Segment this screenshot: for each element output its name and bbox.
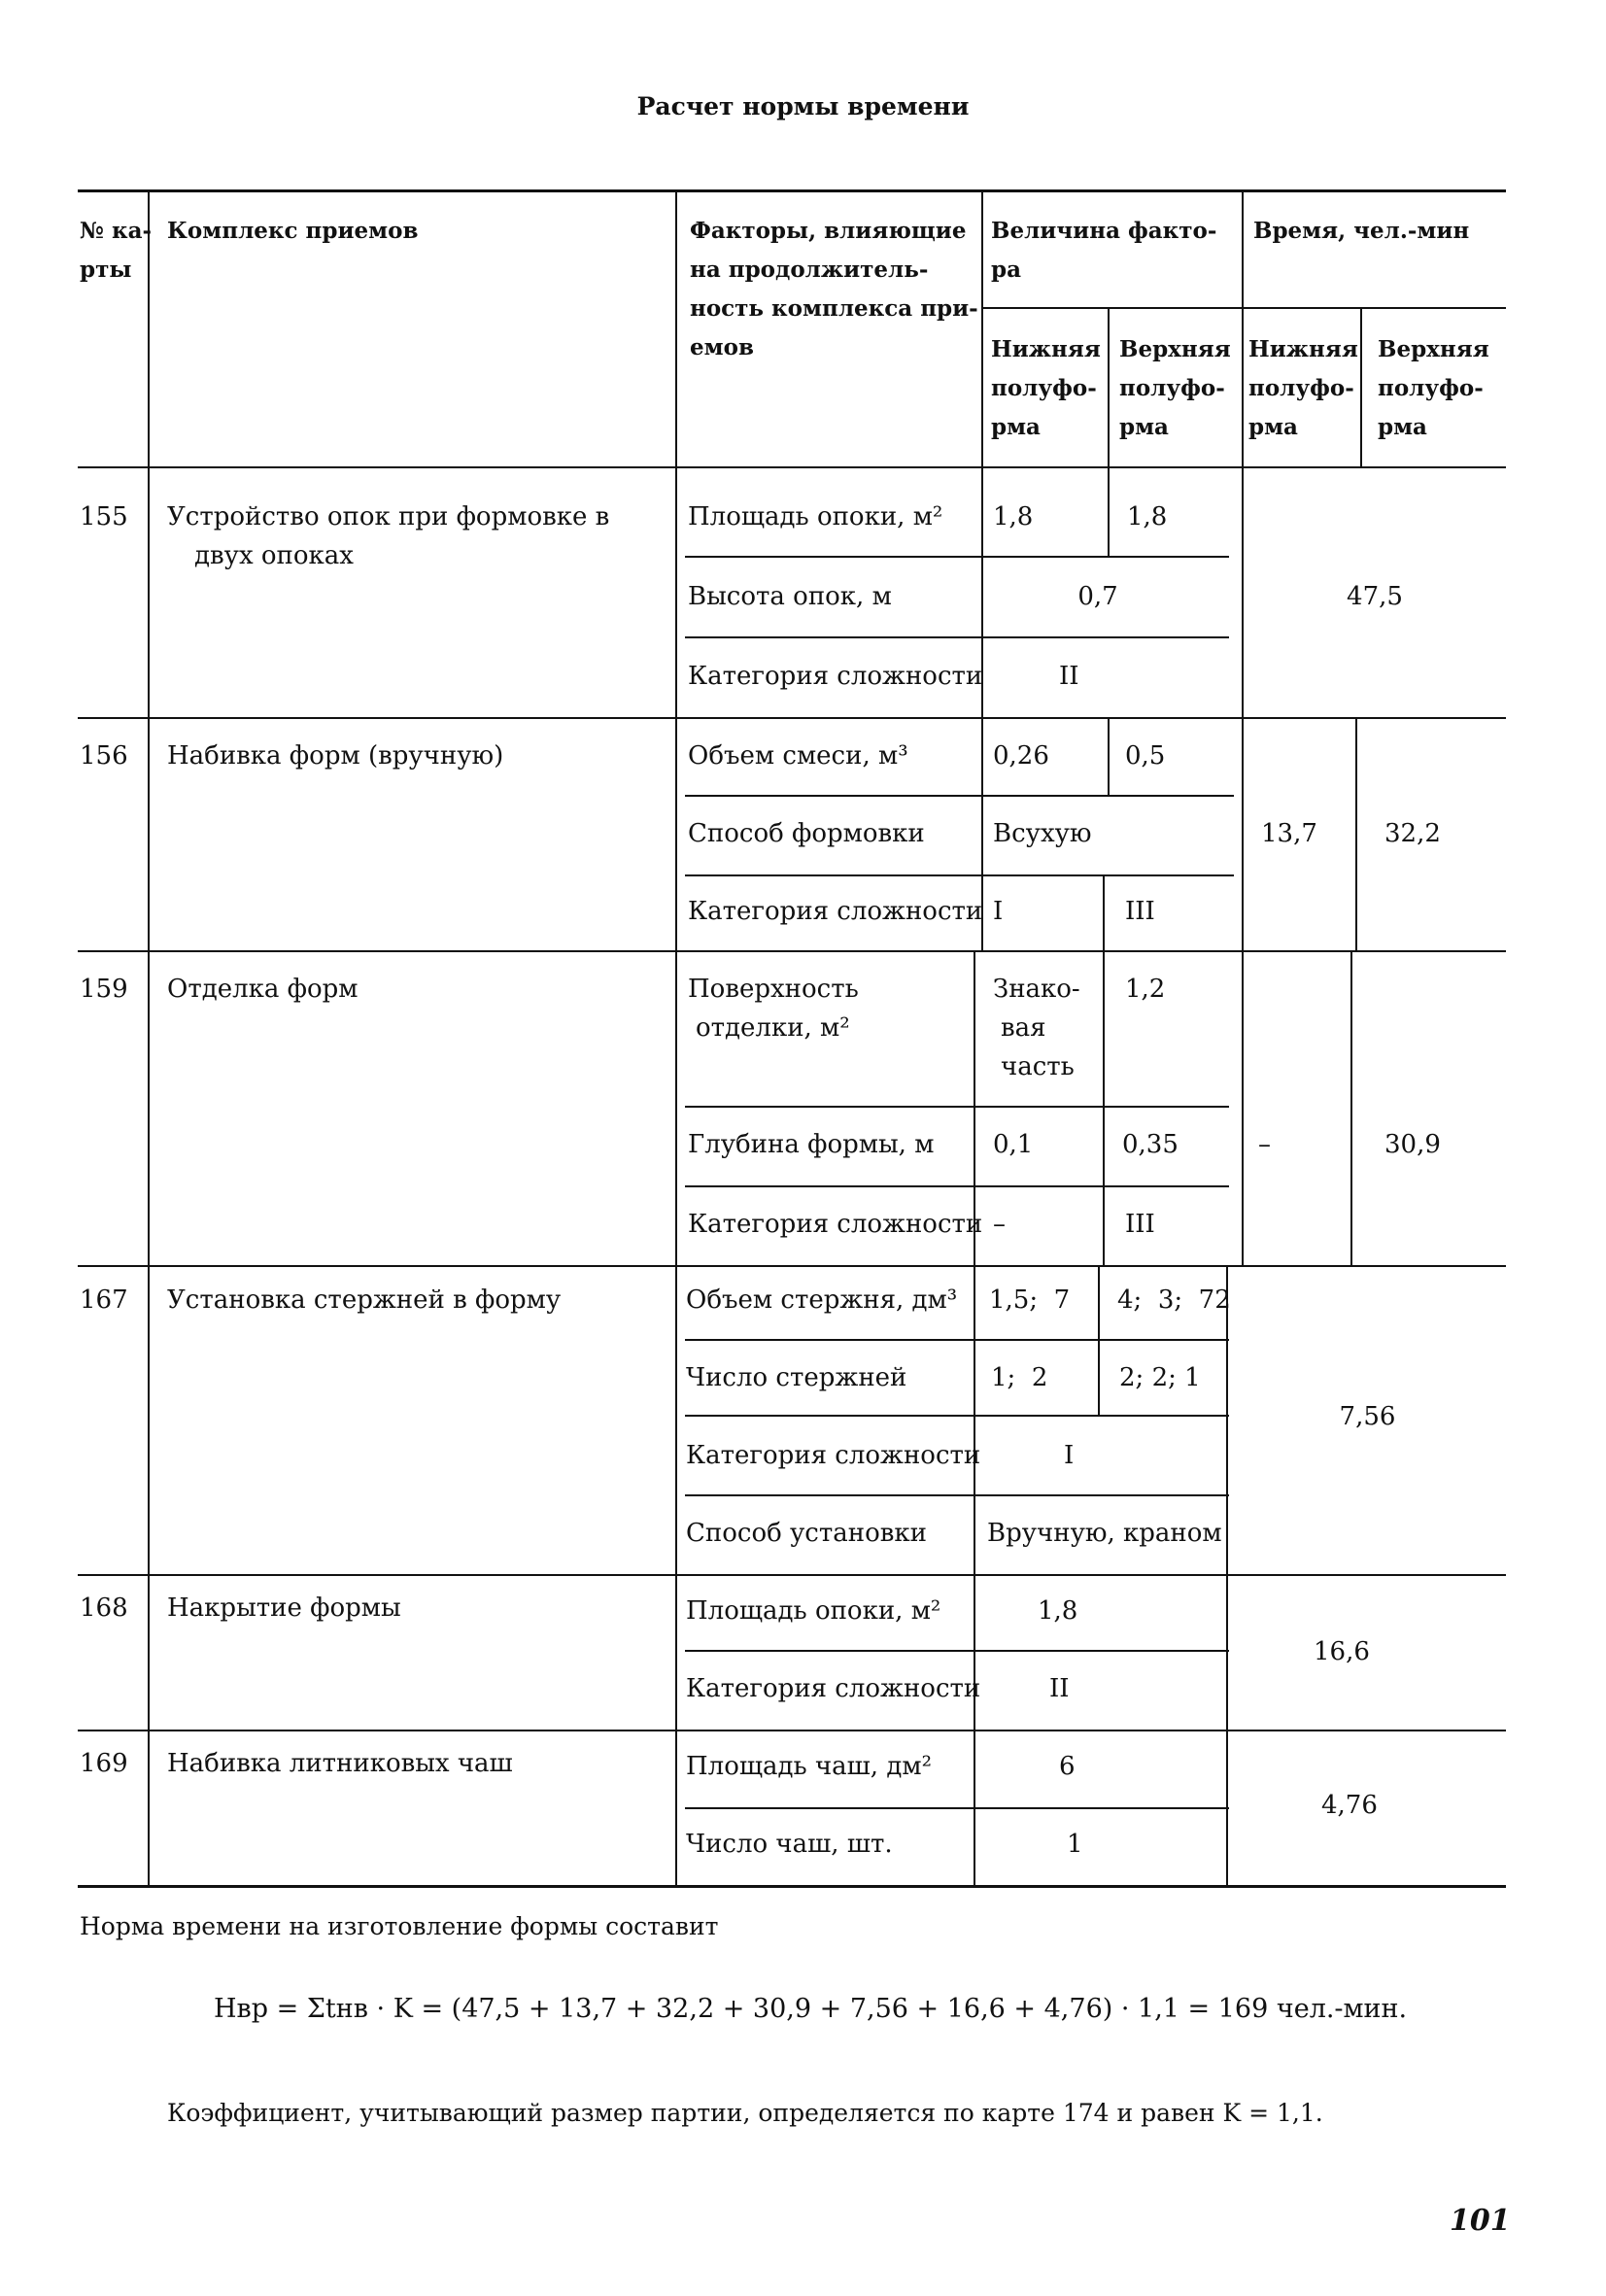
page-title: Расчет нормы времени	[636, 92, 970, 120]
row-167-core-volume-upper: 4; 3; 72	[1117, 1285, 1231, 1315]
row-156-no: 156	[80, 741, 128, 771]
row-169-factor-bowl-area: Площадь чаш, дм²	[686, 1752, 932, 1781]
row-159-factor-category: Категория сложности	[688, 1210, 983, 1239]
row-169-bowl-count-value: 1	[1067, 1830, 1083, 1859]
row-156-factor-volume: Объем смеси, м³	[688, 741, 908, 771]
row-159-time-upper: 30,9	[1384, 1130, 1441, 1159]
row-155-height-value: 0,7	[1077, 582, 1118, 611]
row-159-factor-depth: Глубина формы, м	[688, 1130, 935, 1159]
row-169-no: 169	[80, 1749, 128, 1778]
row-168-time: 16,6	[1314, 1637, 1370, 1666]
row-156-volume-upper: 0,5	[1125, 741, 1166, 771]
row-169-time: 4,76	[1321, 1791, 1378, 1820]
row-169-factor-bowl-count: Число чаш, шт.	[686, 1830, 893, 1859]
header-lower-value: Нижняя полуфо- рма	[991, 336, 1101, 440]
row-167-factor-core-volume: Объем стержня, дм³	[686, 1285, 958, 1315]
row-159-no: 159	[80, 975, 128, 1004]
row-155-area-lower: 1,8	[993, 502, 1034, 531]
header-complex: Комплекс приемов	[167, 218, 419, 244]
header-factor-value: Величина факто- ра	[991, 218, 1217, 283]
summary-text: Норма времени на изготовление формы составит	[80, 1912, 719, 1940]
row-167-core-volume-lower: 1,5; 7	[989, 1285, 1071, 1315]
row-167-name: Установка стержней в форму	[167, 1285, 562, 1315]
row-159-time-lower: –	[1258, 1130, 1271, 1159]
header-lower-time: Нижняя полуфо- рма	[1248, 336, 1358, 440]
row-167-factor-category: Категория сложности	[686, 1441, 981, 1470]
row-168-area-value: 1,8	[1038, 1596, 1078, 1626]
row-155-factor-area: Площадь опоки, м²	[688, 502, 943, 531]
row-168-name: Накрытие формы	[167, 1593, 401, 1623]
row-159-category-lower: –	[993, 1210, 1006, 1239]
row-159-factor-surface: Поверхность отделки, м²	[688, 975, 859, 1043]
row-159-surface-upper: 1,2	[1125, 975, 1166, 1004]
row-168-category-value: II	[1049, 1674, 1070, 1703]
row-155-name: Устройство опок при формовке в двух опоках	[167, 502, 610, 570]
row-167-no: 167	[80, 1285, 128, 1315]
row-167-category-value: I	[1064, 1441, 1075, 1470]
row-167-core-count-lower: 1; 2	[991, 1363, 1048, 1392]
row-156-category-upper: III	[1125, 897, 1155, 926]
row-167-factor-core-count: Число стержней	[686, 1363, 907, 1392]
row-168-no: 168	[80, 1593, 128, 1623]
header-upper-value: Верхняя полуфо- рма	[1119, 336, 1231, 440]
row-156-factor-method: Способ формовки	[688, 819, 925, 848]
row-169-bowl-area-value: 6	[1059, 1752, 1076, 1781]
row-168-factor-category: Категория сложности	[686, 1674, 981, 1703]
row-159-depth-upper: 0,35	[1122, 1130, 1179, 1159]
row-168-factor-area: Площадь опоки, м²	[686, 1596, 941, 1626]
row-156-category-lower: I	[993, 897, 1004, 926]
row-155-time: 47,5	[1347, 582, 1403, 611]
row-167-install-method-value: Вручную, краном	[987, 1519, 1222, 1548]
row-156-time-lower: 13,7	[1261, 819, 1317, 848]
row-155-no: 155	[80, 502, 128, 531]
row-156-factor-category: Категория сложности	[688, 897, 983, 926]
row-156-name: Набивка форм (вручную)	[167, 741, 504, 771]
row-156-time-upper: 32,2	[1384, 819, 1441, 848]
row-155-area-upper: 1,8	[1127, 502, 1168, 531]
row-167-time: 7,56	[1339, 1402, 1396, 1431]
row-159-depth-lower: 0,1	[993, 1130, 1034, 1159]
row-155-factor-category: Категория сложности	[688, 662, 983, 691]
row-155-factor-height: Высота опок, м	[688, 582, 892, 611]
row-159-surface-lower: Знако- вая часть	[993, 975, 1080, 1081]
row-159-category-upper: III	[1125, 1210, 1155, 1239]
row-159-name: Отделка форм	[167, 975, 359, 1004]
header-upper-time: Верхняя полуфо- рма	[1378, 336, 1489, 440]
header-factors: Факторы, влияющие на продолжитель- ность комплекса при- емов	[690, 218, 978, 360]
row-167-factor-install-method: Способ установки	[686, 1519, 927, 1548]
row-156-method-value: Всухую	[993, 819, 1092, 848]
formula: Нвр = Σtнв · K = (47,5 + 13,7 + 32,2 + 30,9 + 7,56 + 16,6 + 4,76) · 1,1 = 169 чел.-мин.	[214, 1994, 1408, 2024]
header-time: Время, чел.-мин	[1253, 218, 1470, 244]
row-167-core-count-upper: 2; 2; 1	[1119, 1363, 1201, 1392]
row-169-name: Набивка литниковых чаш	[167, 1749, 513, 1778]
row-156-volume-lower: 0,26	[993, 741, 1049, 771]
coefficient-note: Коэффициент, учитывающий размер партии, определяется по карте 174 и равен K = 1,1.	[167, 2099, 1323, 2127]
header-card-no: № ка- рты	[80, 218, 153, 283]
page-number: 101	[1450, 2204, 1511, 2238]
row-155-category-value: II	[1059, 662, 1079, 691]
